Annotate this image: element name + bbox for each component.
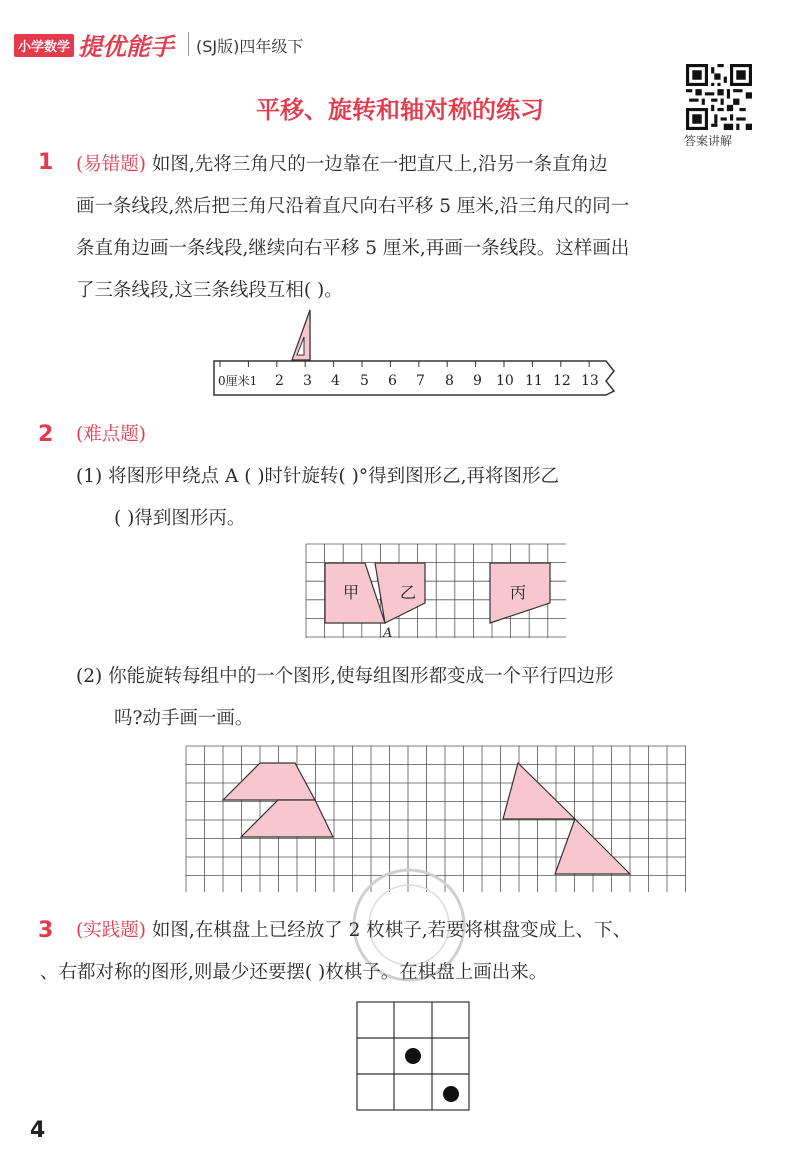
ruler-label: 4 xyxy=(331,373,340,389)
question-1-line-3: 条直角边画一条线段,继续向右平移 5 厘米,再画一条线段。这样画出 xyxy=(76,238,630,259)
ruler-label: 8 xyxy=(445,373,454,389)
question-1-line-4: 了三条线段,这三条线段互相( )。 xyxy=(76,280,343,301)
edition-label: (SJ版)四年级下 xyxy=(196,37,304,56)
ruler-figure xyxy=(210,305,622,400)
ruler-label: 11 xyxy=(525,373,543,389)
header-divider xyxy=(188,32,189,56)
chessboard[interactable] xyxy=(355,1000,473,1114)
question-3-line-2: 、右都对称的图形,则最少还要摆( )枚棋子。在棋盘上画出来。 xyxy=(40,962,548,983)
brand-logo-text: 提优能手 xyxy=(78,33,174,61)
question-2-tag: (难点题) xyxy=(76,424,146,445)
chess-piece xyxy=(405,1048,421,1064)
ruler-label: 3 xyxy=(303,373,312,389)
rotation-grid-figure xyxy=(305,543,567,639)
qr-caption: 答案讲解 xyxy=(684,134,733,148)
page-title: 平移、旋转和轴对称的练习 xyxy=(256,96,544,124)
question-2-number: 2 xyxy=(38,422,54,447)
ruler-label: 13 xyxy=(581,373,599,389)
ruler-label: 6 xyxy=(388,373,397,389)
chess-piece xyxy=(443,1086,459,1102)
shape-label-bing: 丙 xyxy=(510,583,527,602)
shape-triangle-upper xyxy=(503,763,575,819)
shape-label-jia: 甲 xyxy=(343,583,360,602)
question-1-number: 1 xyxy=(38,150,54,175)
brand-small-badge: 小学数学 xyxy=(14,34,74,57)
question-2-part-1-line-2: ( )得到图形丙。 xyxy=(114,508,246,529)
shape-trapezoid-top xyxy=(223,763,315,800)
set-square-icon xyxy=(292,310,310,360)
ruler-label: 7 xyxy=(416,373,425,389)
shape-triangle-lower xyxy=(555,819,630,874)
qr-code-icon[interactable] xyxy=(686,64,752,130)
question-2-part-1-line-1: (1) 将图形甲绕点 A ( )时针旋转( )°得到图形乙,再将图形乙 xyxy=(76,466,559,487)
question-1-text xyxy=(76,144,766,186)
point-a-label: A xyxy=(383,626,393,639)
question-2-part-2-line-2: 吗?动手画一画。 xyxy=(114,708,254,729)
ruler-label: 2 xyxy=(275,373,284,389)
ruler-label-0: 0厘米1 xyxy=(218,374,258,388)
shape-trapezoid-bottom xyxy=(241,800,333,837)
question-1-line-2: 画一条线段,然后把三角尺沿着直尺向右平移 5 厘米,沿三角尺的同一 xyxy=(76,196,630,217)
question-1-tag: (易错题) xyxy=(76,154,146,175)
question-2-part-2-line-1: (2) 你能旋转每组中的一个图形,使每组图形都变成一个平行四边形 xyxy=(76,666,614,687)
shape-label-yi: 乙 xyxy=(400,583,417,602)
ruler-label: 9 xyxy=(473,373,482,389)
page-number: 4 xyxy=(30,1118,46,1143)
question-3-number: 3 xyxy=(38,918,54,943)
ruler-label: 5 xyxy=(360,373,369,389)
question-3-line-1: (实践题) 如图,在棋盘上已经放了 2 枚棋子,若要将棋盘变成上、下、 xyxy=(76,920,632,941)
ruler-label: 10 xyxy=(496,373,514,389)
ruler-label: 12 xyxy=(553,373,571,389)
question-1-line-1: (易错题) 如图,先将三角尺的一边靠在一把直尺上,沿另一条直角边 xyxy=(76,154,608,175)
